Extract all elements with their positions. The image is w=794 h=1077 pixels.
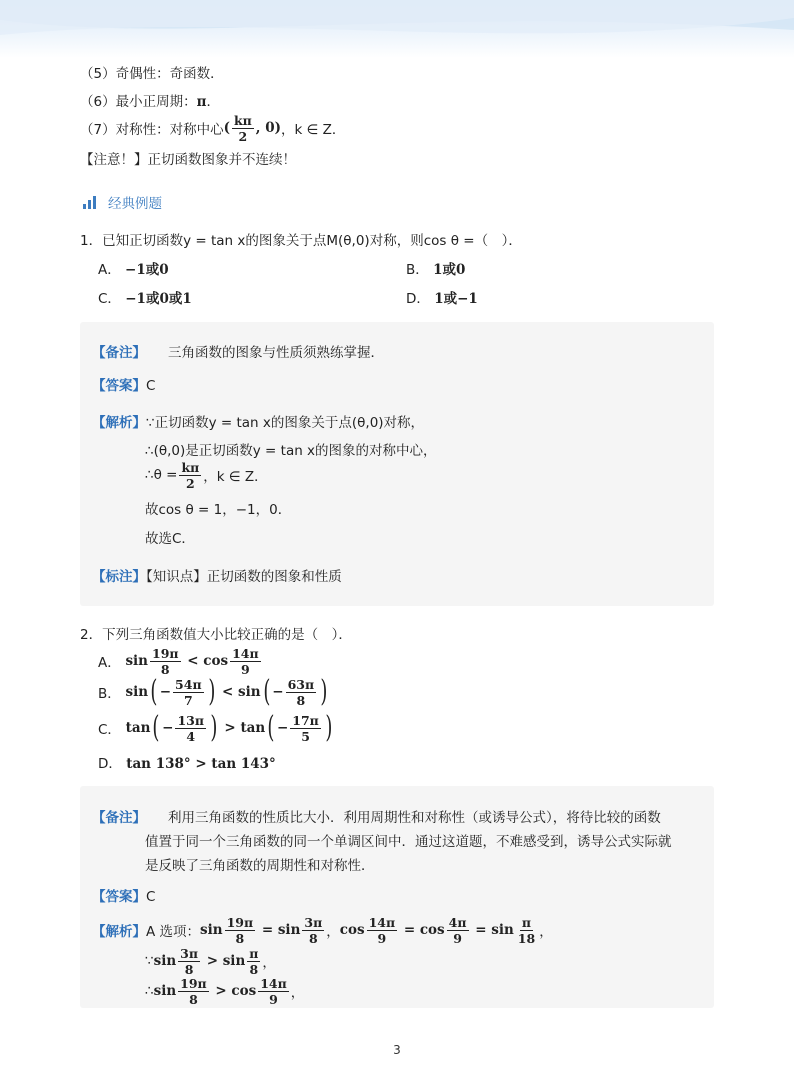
q1-option-b: B． 1或0 (406, 262, 466, 278)
q2-remark-line-2: 值置于同一个三角函数的同一个单调区间中．通过这道题，不难感受到，诱导公式实际就 (145, 834, 672, 850)
q2-analysis-line-3: ∴ sin $\frac{19\pi}{8}$ > cos $\frac{14\pi}{9}$ ， (145, 975, 305, 1007)
q2-analysis-line-1: 【解析】 A 选项： sin $\frac{19\pi}{8}$ = sin $\frac{3\pi}{8}$ ， cos $\frac{14\pi}{9}$ = cos $\frac{4\pi}{9}$ = sin $\frac{\pi}{18}$ ， (92, 914, 553, 946)
q1-analysis-line-5: 故选C． (145, 531, 195, 547)
q2-answer: 【答案】C (92, 889, 156, 905)
q1-option-a: A． −1或0 (98, 262, 169, 278)
question-2-stem: 2．下列三角函数值大小比较正确的是（ ）． (80, 627, 352, 643)
property-item-6: （6）最小正周期：π． (80, 94, 220, 110)
section-header (82, 192, 162, 212)
q1-analysis-line-3: ∴θ = $\frac{k\pi}{2}$ ，k ∈ Z． (145, 459, 268, 491)
q1-option-d: D． 1或−1 (406, 291, 478, 307)
page-number: 3 (393, 1043, 401, 1057)
q1-analysis-line-2: ∴(θ,0)是正切函数y = tan x的图象的对称中心， (145, 443, 437, 459)
question-1-stem: 1．已知正切函数y = tan x的图象关于点M(θ,0)对称，则cos θ =（ ）． (80, 233, 522, 249)
q1-option-c: C． −1或0或1 (98, 291, 192, 307)
q2-option-a: A． sin $\frac{19\pi}{8}$ < cos $\frac{14\pi}{9}$ (98, 645, 259, 677)
q2-remark-line-1: 【备注】 利用三角函数的性质比大小．利用周期性和对称性（或诱导公式），将待比较的函数 (92, 810, 661, 826)
q2-remark-line-3: 是反映了三角函数的周期性和对称性． (145, 858, 375, 874)
q2-option-d: D． tan 138° > tan 143° (98, 756, 276, 772)
q1-analysis-line-1: 【解析】∵正切函数y = tan x的图象关于点(θ,0)对称， (92, 415, 425, 431)
header-wave-decoration (0, 0, 794, 58)
q1-remark: 【备注】 三角函数的图象与性质须熟练掌握． (92, 345, 384, 361)
property-item-5: （5）奇偶性：奇函数． (80, 66, 224, 82)
q2-option-c: C． tan ( − $\frac{13\pi}{4}$ ) > tan ( − $\frac{17\pi}{5}$ ) (98, 710, 333, 745)
tangent-note: 【注意！】正切函数图象并不连续！ (80, 152, 296, 168)
q1-analysis-line-4: 故cos θ = 1，−1，0． (145, 502, 292, 518)
q1-mark: 【标注】【知识点】正切函数的图象和性质 (92, 569, 342, 585)
property-item-7: （7）对称性：对称中心 ( $\frac{k\pi}{2}$ , 0) ，k ∈ Z． (80, 112, 346, 144)
q1-answer: 【答案】C (92, 378, 156, 394)
header-band (0, 0, 794, 58)
section-title: 经典例题 (108, 196, 162, 212)
q2-analysis-line-2: ∵ sin $\frac{3\pi}{8}$ > sin $\frac{\pi}{8}$ ， (145, 945, 276, 977)
q2-option-b: B． sin ( − $\frac{54\pi}{7}$ ) < sin ( − $\frac{63\pi}{8}$ ) (98, 674, 328, 709)
bar-chart-icon (82, 195, 98, 209)
